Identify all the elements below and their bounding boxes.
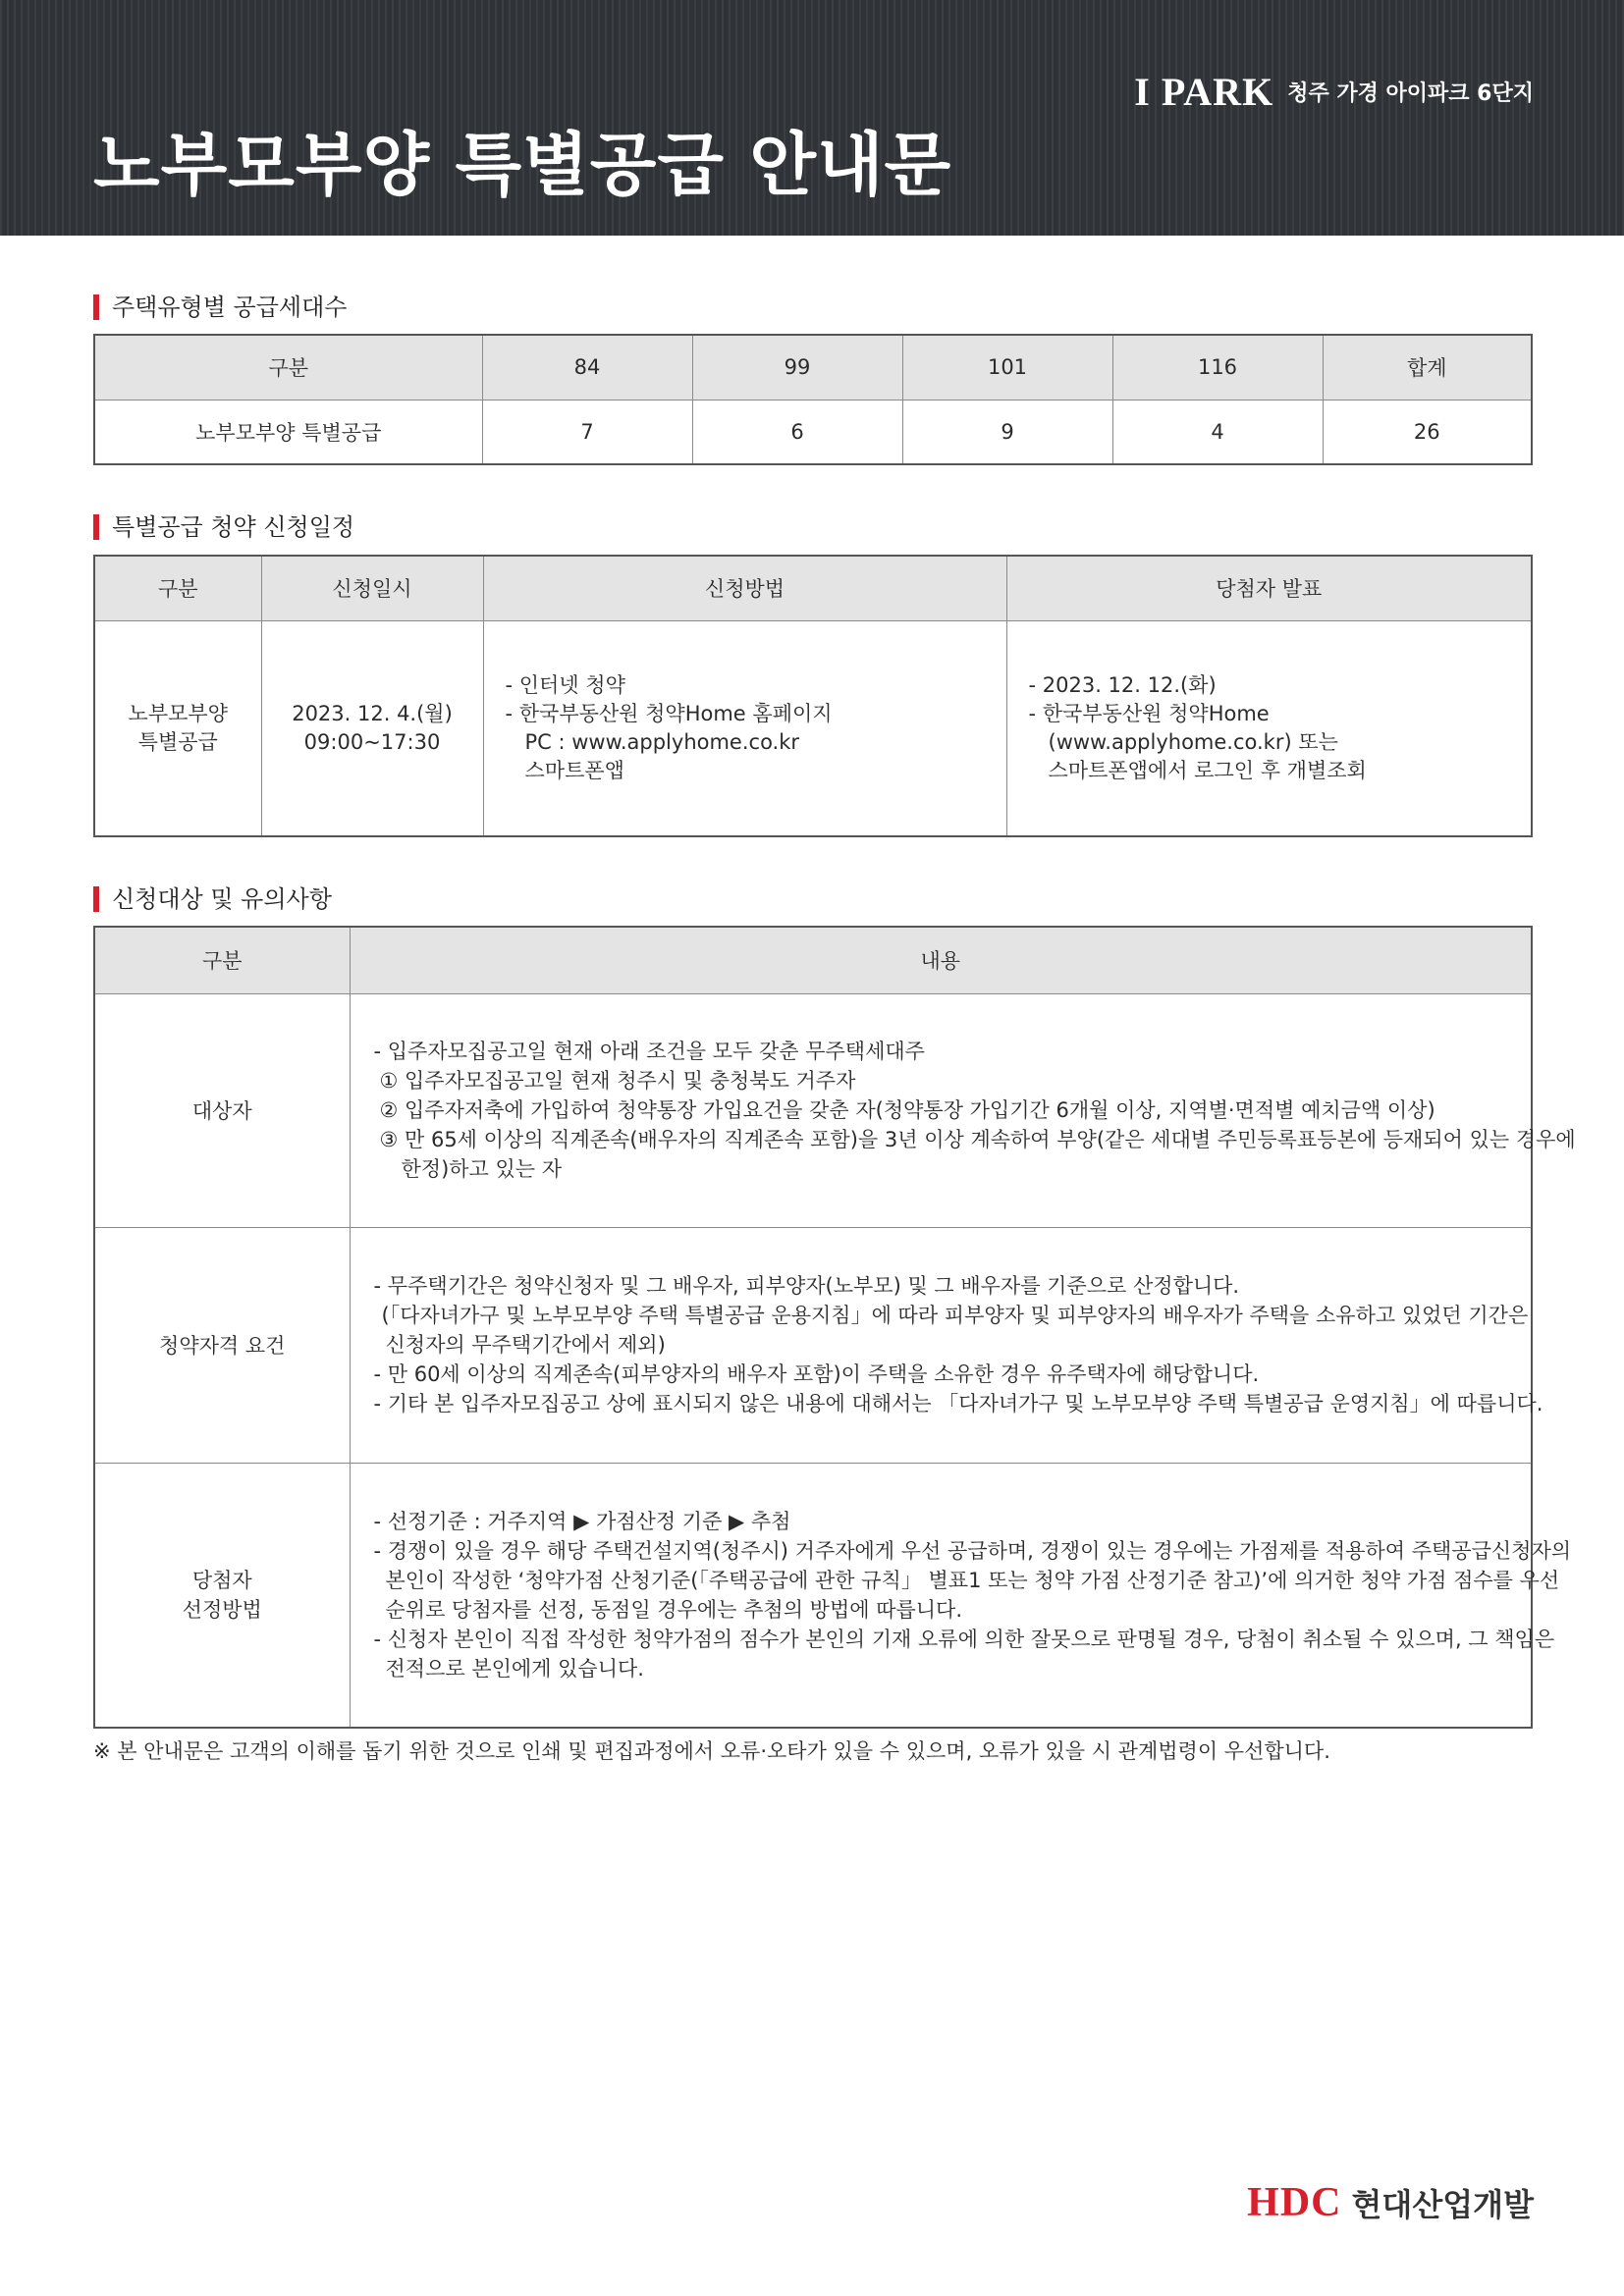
method-cell — [483, 620, 1006, 836]
content-line: 순위로 당첨자를 선정, 동점일 경우에는 추첨의 방법에 따릅니다. — [385, 1597, 963, 1622]
company-name: 현대산업개발 — [1351, 2186, 1534, 2223]
content-line: - 신청자 본인이 직접 작성한 청약가점의 점수가 본인의 기재 오류에 의한 잘못으로 판명될 경우, 당첨이 취소될 수 있으며, 그 책임은 — [373, 1627, 1555, 1651]
table-cell: 노부모부양 특별공급 — [94, 400, 482, 464]
content-line: - 입주자모집공고일 현재 아래 조건을 모두 갖춘 무주택세대주 — [373, 1040, 925, 1063]
schedule-table — [93, 555, 1533, 837]
header-cell: 구분 — [94, 556, 261, 620]
category-cell — [94, 620, 261, 836]
footer-logo — [1247, 2179, 1534, 2226]
header-cell: 합계 — [1323, 335, 1532, 400]
table-row — [94, 1227, 1532, 1463]
datetime-cell — [261, 620, 483, 836]
footnote: ※ 본 안내문은 고객의 이해를 돕기 위한 것으로 인쇄 및 편집과정에서 오류·오타가 있을 수 있으며, 오류가 있을 시 관계법령이 우선합니다. — [93, 1739, 1330, 1763]
header-cell: 구분 — [94, 927, 350, 993]
content-line: 한정)하고 있는 자 — [401, 1157, 563, 1181]
row-label — [94, 993, 350, 1227]
page-title: 노부모부양 특별공급 안내문 — [93, 125, 952, 205]
header-cell: 신청일시 — [261, 556, 483, 620]
content-line: - 기타 본 입주자모집공고 상에 표시되지 않은 내용에 대해서는 「다자녀가구 및 노부모부양 주택 특별공급 운영지침」에 따릅니다. — [373, 1392, 1543, 1415]
table-cell: 7 — [482, 400, 692, 464]
cell-line: 선정방법 — [182, 1597, 262, 1622]
cell-line: - 한국부동산원 청약Home 홈페이지 — [505, 701, 833, 725]
table-cell: 26 — [1323, 400, 1532, 464]
header-cell: 99 — [692, 335, 902, 400]
section-title-eligibility: 신청대상 및 유의사항 — [93, 886, 332, 912]
content-line: - 만 60세 이상의 직계존속(피부양자의 배우자 포함)이 주택을 소유한 경우 유주택자에 해당합니다. — [373, 1362, 1260, 1386]
table-header-row — [94, 927, 1532, 993]
cell-line: 특별공급 — [137, 729, 218, 754]
table-cell: 4 — [1112, 400, 1323, 464]
table-row — [94, 1463, 1532, 1728]
table-cell: 6 — [692, 400, 902, 464]
cell-line: 당첨자 — [191, 1568, 252, 1592]
content-line: - 무주택기간은 청약신청자 및 그 배우자, 피부양자(노부모) 및 그 배우자를 기준으로 산정합니다. — [373, 1274, 1240, 1298]
table-row — [94, 993, 1532, 1227]
row-content — [350, 1463, 1572, 1728]
cell-line: (www.applyhome.co.kr) 또는 — [1048, 729, 1338, 754]
header-cell: 당첨자 발표 — [1006, 556, 1532, 620]
cell-line: - 한국부동산원 청약Home — [1028, 701, 1270, 725]
table-row — [94, 400, 1532, 464]
row-content — [350, 1227, 1543, 1463]
section-title-schedule: 특별공급 청약 신청일정 — [93, 514, 354, 540]
cell-line: 대상자 — [191, 1099, 252, 1123]
cell-line: - 인터넷 청약 — [505, 672, 625, 697]
cell-line: PC : www.applyhome.co.kr — [524, 729, 800, 754]
header-cell: 신청방법 — [483, 556, 1006, 620]
header-cell: 84 — [482, 335, 692, 400]
content-line: (「다자녀가구 및 노부모부양 주택 특별공급 운용지침」에 따라 피부양자 및 피부양자의 배우자가 주택을 소유하고 있었던 기간은 — [381, 1304, 1529, 1327]
header-cell: 구분 — [94, 335, 482, 400]
header-banner — [0, 0, 1624, 236]
cell-line: 09:00~17:30 — [303, 729, 441, 754]
table-cell: 9 — [902, 400, 1112, 464]
eligibility-table — [93, 926, 1576, 1729]
cell-line: 스마트폰앱 — [524, 758, 624, 782]
ipark-logo: I PARK — [1134, 70, 1274, 114]
row-content — [350, 993, 1576, 1227]
cell-line: 노부모부양 — [128, 701, 228, 725]
cell-line: 청약자격 요건 — [159, 1334, 286, 1358]
announce-cell — [1006, 620, 1532, 836]
content-line: 본인이 작성한 ‘청약가점 산청기준(「주택공급에 관한 규칙」 별표1 또는 청약 가점 산정기준 참고)’에 의거한 청약 가점 점수를 우선 — [385, 1568, 1560, 1592]
content-line: 신청자의 무주택기간에서 제외) — [385, 1333, 666, 1357]
header-cell: 116 — [1112, 335, 1323, 400]
row-label — [94, 1227, 350, 1463]
content-line: - 선정기준 : 거주지역 ▶ 가점산정 기준 ▶ 추첨 — [373, 1509, 791, 1533]
content-line: ② 입주자저축에 가입하여 청약통장 가입요건을 갖춘 자(청약통장 가입기간 6개월 이상, 지역별·면적별 예치금액 이상) — [379, 1098, 1435, 1122]
site-name: 청주 가경 아이파크 6단지 — [1287, 81, 1534, 106]
content-line: 전적으로 본인에게 있습니다. — [385, 1656, 644, 1681]
content-line: ③ 만 65세 이상의 직계존속(배우자의 직계존속 포함)을 3년 이상 계속하여 부양(같은 세대별 주민등록표등본에 등재되어 있는 경우에 — [379, 1128, 1576, 1151]
table-row — [94, 620, 1532, 836]
content-line: - 경쟁이 있을 경우 해당 주택건설지역(청주시) 거주자에게 우선 공급하며, 경쟁이 있는 경우에는 가점제를 적용하여 주택공급신청자의 — [373, 1538, 1572, 1563]
section-title-supply: 주택유형별 공급세대수 — [93, 294, 347, 320]
header-cell: 내용 — [350, 927, 1532, 993]
supply-table — [93, 334, 1533, 465]
content-line: ① 입주자모집공고일 현재 청주시 및 충청북도 거주자 — [379, 1069, 856, 1093]
brand — [1134, 69, 1534, 115]
cell-line: 스마트폰앱에서 로그인 후 개별조회 — [1048, 758, 1367, 782]
cell-line: 2023. 12. 4.(월) — [292, 701, 453, 725]
table-header-row — [94, 335, 1532, 400]
cell-line: - 2023. 12. 12.(화) — [1028, 672, 1217, 697]
header-cell: 101 — [902, 335, 1112, 400]
table-header-row — [94, 556, 1532, 620]
hdc-logo-mark: HDC — [1247, 2180, 1342, 2225]
row-label — [94, 1463, 350, 1728]
